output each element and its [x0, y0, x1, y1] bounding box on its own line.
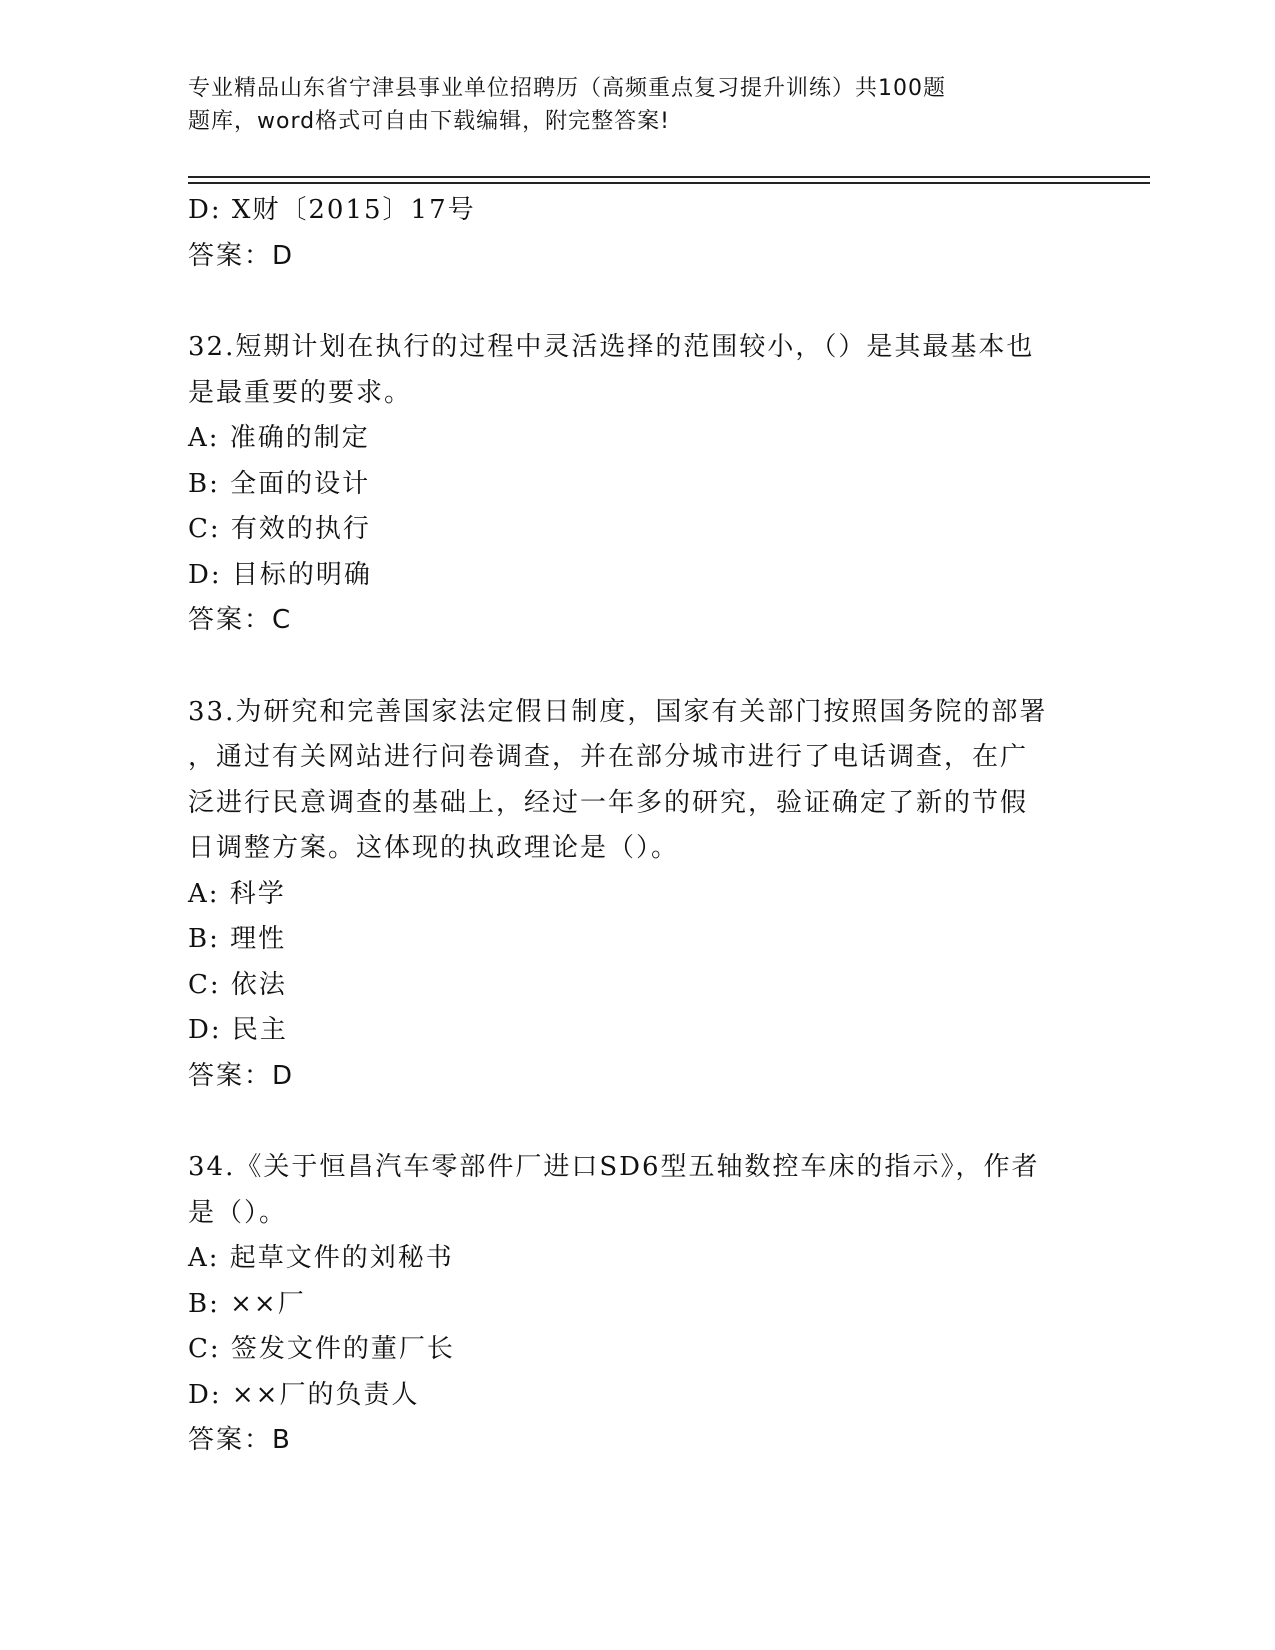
header-divider-top	[188, 176, 1150, 178]
question-32	[188, 325, 1088, 644]
question-stem-line: ，通过有关网站进行问卷调查，并在部分城市进行了电话调查，在广	[188, 742, 1029, 772]
question-33	[188, 690, 1088, 1100]
question-stem-line: 日调整方案。这体现的执政理论是（）。	[188, 833, 680, 863]
document-header	[188, 72, 1028, 138]
spacer	[188, 1099, 1088, 1145]
option-d: D: ××厂的负责人	[188, 1379, 420, 1410]
option-d: D: 民主	[188, 1015, 288, 1045]
option-a: A: 起草文件的刘秘书	[188, 1243, 454, 1273]
option-b: B: 理性	[188, 924, 287, 954]
option-b: B: 全面的设计	[188, 468, 371, 499]
answer: 答案：C	[188, 605, 293, 635]
option-c: C: 签发文件的董厂长	[188, 1334, 455, 1364]
question-stem-line: 是（）。	[188, 1197, 288, 1228]
question-stem-line: 是最重要的要求。	[188, 377, 413, 408]
answer: 答案：D	[188, 1060, 295, 1091]
spacer	[188, 644, 1088, 690]
question-content	[188, 188, 1088, 1464]
question-stem-line: 泛进行民意调查的基础上，经过一年多的研究，验证确定了新的节假	[188, 787, 1029, 818]
header-line-2: 题库，word格式可自由下载编辑，附完整答案!	[188, 109, 670, 134]
question-stem-line: 34.《关于恒昌汽车零部件厂进口SD6型五轴数控车床的指示》，作者	[188, 1152, 1040, 1182]
header-divider-bottom	[188, 182, 1150, 184]
option-a: A: 科学	[188, 878, 286, 909]
prev-answer: 答案：D	[188, 240, 295, 271]
prev-option-d: D: X财〔2015〕17号	[188, 195, 476, 225]
option-c: C: 有效的执行	[188, 514, 371, 544]
spacer	[188, 279, 1088, 325]
option-a: A: 准确的制定	[188, 423, 370, 453]
answer: 答案：B	[188, 1425, 292, 1455]
question-stem-line: 32.短期计划在执行的过程中灵活选择的范围较小，（）是其最基本也	[188, 332, 1035, 362]
question-stem-line: 33.为研究和完善国家法定假日制度，国家有关部门按照国务院的部署	[188, 696, 1048, 727]
option-b: B: ××厂	[188, 1288, 306, 1319]
option-d: D: 目标的明确	[188, 559, 372, 590]
question-34	[188, 1145, 1088, 1464]
option-c: C: 依法	[188, 969, 287, 1000]
header-line-1: 专业精品山东省宁津县事业单位招聘历（高频重点复习提升训练）共100题	[188, 76, 946, 101]
